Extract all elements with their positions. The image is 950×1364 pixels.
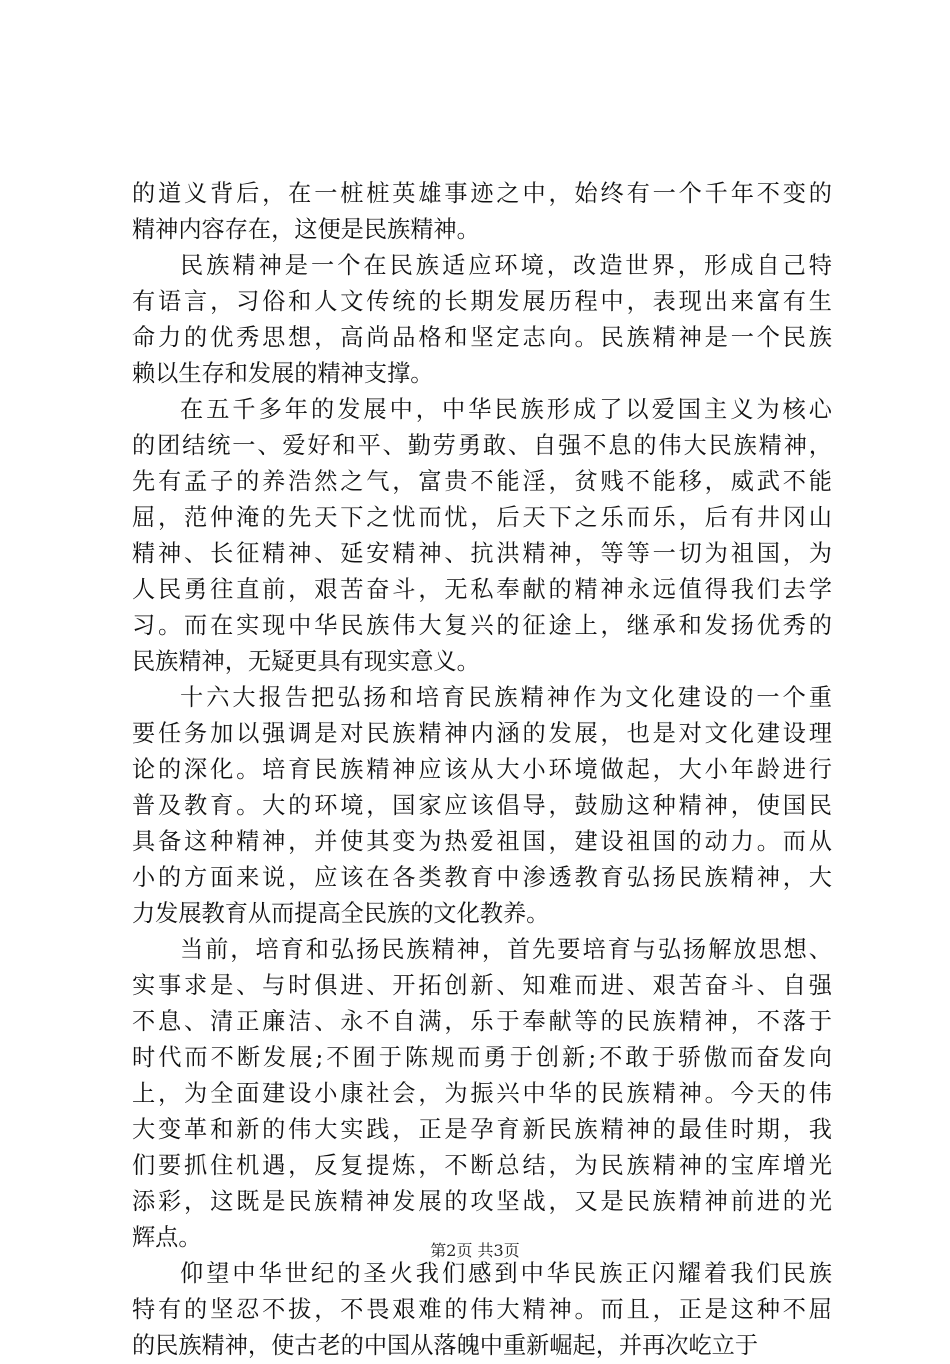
text-line: 实事求是、与时俱进、开拓创新、知难而进、艰苦奋斗、自强 <box>132 972 832 999</box>
paragraph <box>132 1256 832 1364</box>
text-line: 人民勇往直前，艰苦奋斗，无私奉献的精神永远值得我们去学 <box>132 576 832 603</box>
text-line: 特有的坚忍不拔，不畏艰难的伟大精神。而且，正是这种不屈 <box>132 1296 832 1323</box>
text-line: 添彩，这既是民族精神发展的攻坚战，又是民族精神前进的光 <box>132 1188 832 1215</box>
text-line: 上，为全面建设小康社会，为振兴中华的民族精神。今天的伟 <box>132 1080 832 1107</box>
text-line: 习。而在实现中华民族伟大复兴的征途上，继承和发扬优秀的 <box>132 612 832 639</box>
text-line: 的道义背后，在一桩桩英雄事迹之中，始终有一个千年不变的 <box>132 180 832 207</box>
text-line: 先有孟子的养浩然之气，富贵不能淫，贫贱不能移，威武不能 <box>132 468 832 495</box>
text-line: 命力的优秀思想，高尚品格和坚定志向。民族精神是一个民族 <box>132 324 832 351</box>
text-line: 不息、清正廉洁、永不自满，乐于奉献等的民族精神，不落于 <box>132 1008 832 1035</box>
paragraph <box>132 248 832 392</box>
text-line: 论的深化。培育民族精神应该从大小环境做起，大小年龄进行 <box>132 756 832 783</box>
paragraph <box>132 392 832 680</box>
text-line: 民族精神，无疑更具有现实意义。 <box>132 648 480 675</box>
text-line: 有语言，习俗和人文传统的长期发展历程中，表现出来富有生 <box>132 288 832 315</box>
text-line: 仰望中华世纪的圣火我们感到中华民族正闪耀着我们民族 <box>180 1260 832 1287</box>
text-line: 小的方面来说，应该在各类教育中渗透教育弘扬民族精神，大 <box>132 864 832 891</box>
text-line: 精神、长征精神、延安精神、抗洪精神，等等一切为祖国，为 <box>132 540 832 567</box>
paragraph <box>132 680 832 932</box>
text-line: 的团结统一、爱好和平、勤劳勇敢、自强不息的伟大民族精神， <box>132 432 832 459</box>
page-footer: 第2页 共3页 <box>430 1241 520 1260</box>
text-line: 时代而不断发展;不囿于陈规而勇于创新;不敢于骄傲而奋发向 <box>132 1044 832 1071</box>
text-line: 大变革和新的伟大实践，正是孕育新民族精神的最佳时期，我 <box>132 1116 832 1143</box>
body-text <box>132 176 832 1364</box>
text-line: 力发展教育从而提高全民族的文化教养。 <box>132 900 550 927</box>
paragraph <box>132 932 832 1256</box>
text-line: 具备这种精神，并使其变为热爱祖国，建设祖国的动力。而从 <box>132 828 832 855</box>
text-line: 民族精神是一个在民族适应环境，改造世界，形成自己特 <box>180 252 832 279</box>
text-line: 当前，培育和弘扬民族精神，首先要培育与弘扬解放思想、 <box>180 936 832 963</box>
text-line: 赖以生存和发展的精神支撑。 <box>132 360 434 387</box>
text-line: 精神内容存在，这便是民族精神。 <box>132 216 480 243</box>
text-line: 要任务加以强调是对民族精神内涵的发展，也是对文化建设理 <box>132 720 832 747</box>
text-line: 在五千多年的发展中，中华民族形成了以爱国主义为核心 <box>180 396 832 423</box>
text-line: 十六大报告把弘扬和培育民族精神作为文化建设的一个重 <box>180 684 832 711</box>
text-line: 辉点。 <box>132 1224 202 1251</box>
text-line: 屈，范仲淹的先天下之忧而忧，后天下之乐而乐，后有井冈山 <box>132 504 832 531</box>
paragraph <box>132 176 832 248</box>
text-line: 们要抓住机遇，反复提炼，不断总结，为民族精神的宝库增光 <box>132 1152 832 1179</box>
text-line: 的民族精神，使古老的中国从落魄中重新崛起，并再次屹立于 <box>132 1332 759 1359</box>
text-line: 普及教育。大的环境，国家应该倡导，鼓励这种精神，使国民 <box>132 792 832 819</box>
